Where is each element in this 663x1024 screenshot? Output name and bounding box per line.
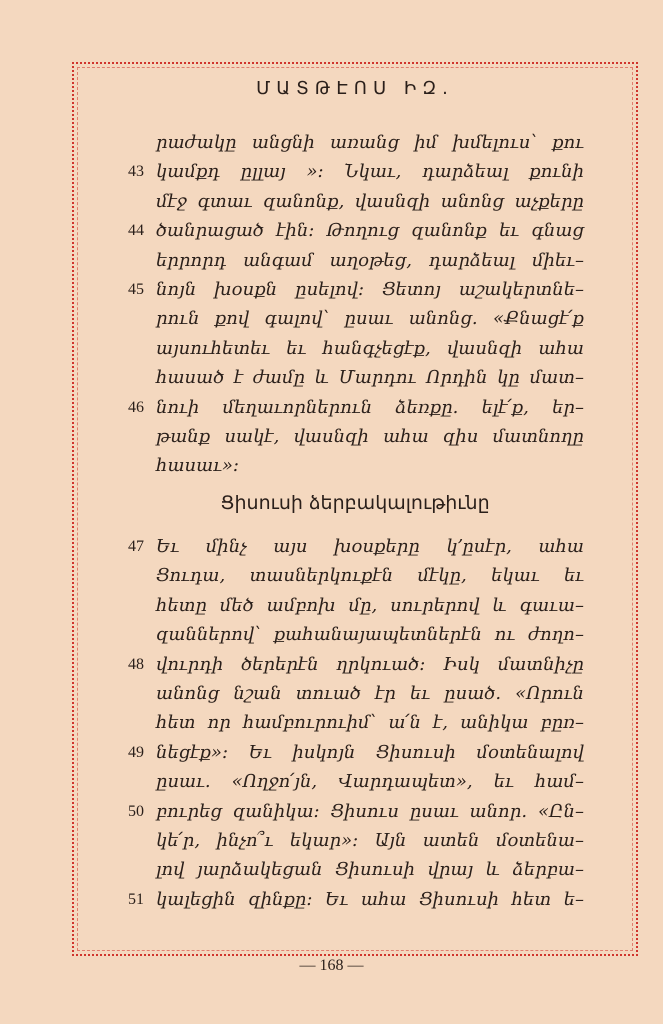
verse-line <box>72 738 638 767</box>
verse-text: լով յարձակեցան Ցիսուսի վրայ և ձերբա– <box>156 859 584 881</box>
verse-line <box>72 216 638 245</box>
section-heading: Ցիսուսի ձերբակալութիւնը <box>220 492 490 514</box>
passage-after-heading <box>72 532 638 914</box>
verse-line <box>72 650 638 679</box>
verse-line <box>72 304 638 333</box>
verse-text: կալեցին զինքը: Եւ ահա Ցիսուսի հետ ե– <box>156 888 584 910</box>
verse-line <box>72 128 638 157</box>
verse-line <box>72 708 638 737</box>
verse-line <box>72 826 638 855</box>
verse-text: Եւ մինչ այս խօսքերը կ՚ըսէր, ահա <box>156 536 584 557</box>
verse-line <box>72 334 638 363</box>
verse-text: մէջ գտաւ զանոնք, վասնզի անոնց աչքերը <box>156 190 584 212</box>
verse-number: 43 <box>128 163 144 181</box>
passage-before-heading <box>72 128 638 481</box>
verse-text: հետը մեծ ամբոխ մը, սուրերով և գաւա– <box>156 594 584 616</box>
verse-text: Ցուդա, տասներկուքէն մէկը, եկաւ եւ <box>156 565 584 587</box>
verse-line <box>72 246 638 275</box>
verse-line <box>72 363 638 392</box>
verse-text: այսուհետեւ եւ հանգչեցէք, վասնզի ահա <box>156 337 584 359</box>
verse-text: հետ որ համբուրուիմ՝ ա՛ն է, անիկա բըռ– <box>156 712 584 734</box>
verse-line <box>72 393 638 422</box>
verse-text: թանք սակէ, վասնզի ահա զիս մատնողը <box>156 425 584 447</box>
verse-text: վուրդի ծերերէն ղրկուած: Իսկ մատնիչը <box>156 653 584 675</box>
verse-text: նոյն խօսքն ըսելով: Ցետոյ աշակերտնե– <box>156 278 584 300</box>
verse-line <box>72 451 638 480</box>
verse-text: անոնց նշան տուած էր եւ ըսած. «Որուն <box>156 682 584 704</box>
verse-line <box>72 187 638 216</box>
verse-line <box>72 532 638 561</box>
verse-line <box>72 855 638 884</box>
verse-number: 47 <box>128 538 144 555</box>
verse-line <box>72 797 638 826</box>
verse-line <box>72 275 638 304</box>
verse-line <box>72 679 638 708</box>
verse-text: ծանրացած էին: Թողուց զանոնք եւ գնաց <box>156 220 584 242</box>
verse-text: զաններով՝ քահանայապետներէն ու ժողո– <box>156 624 584 646</box>
verse-number: 45 <box>128 280 144 298</box>
verse-text: րուն քով գալով՝ ըսաւ անոնց. «Քնացէ՛ք <box>156 308 584 330</box>
verse-text: կե՛ր, ինչո՞ւ եկար»: Այն ատեն մօտենա– <box>156 829 584 851</box>
verse-text: կամքդ ըլլայ »: Նկաւ, դարձեալ քունի <box>156 161 584 183</box>
verse-number: 48 <box>128 655 144 673</box>
verse-number: 44 <box>128 222 144 240</box>
verse-number: 51 <box>128 890 144 908</box>
verse-line <box>72 885 638 914</box>
verse-text: հասաւ»: <box>156 455 239 477</box>
verse-number: 49 <box>128 743 144 761</box>
page-header: ՄԱՏԹԷՈՍ ԻԶ. <box>256 78 454 99</box>
verse-text: բուրեց զանիկա: Ցիսուս ըսաւ անոր. «Ըն– <box>156 800 584 822</box>
verse-text: ըսաւ. «Ողջո՛յն, Վարդապետ», եւ համ– <box>156 771 584 793</box>
verse-line <box>72 422 638 451</box>
verse-text: րաժակը անցնի առանց իմ խմելուս՝ քու <box>156 132 584 153</box>
verse-text: նուի մեղաւորներուն ձեռքը. ելէ՛ք, եր– <box>156 396 584 418</box>
verse-number: 46 <box>128 398 144 416</box>
verse-line <box>72 157 638 186</box>
page-number: — 168 — <box>299 957 364 974</box>
verse-line <box>72 591 638 620</box>
verse-line <box>72 620 638 649</box>
verse-text: հասած է ժամը և Մարդու Որդին կը մատ– <box>156 367 584 389</box>
verse-line <box>72 561 638 590</box>
verse-text: երրորդ անգամ աղօթեց, դարձեալ միեւ– <box>156 249 584 271</box>
verse-number: 50 <box>128 802 144 820</box>
verse-text: նեցէք»: Եւ իսկոյն Ցիսուսի մօտենալով <box>156 741 584 763</box>
verse-line <box>72 767 638 796</box>
